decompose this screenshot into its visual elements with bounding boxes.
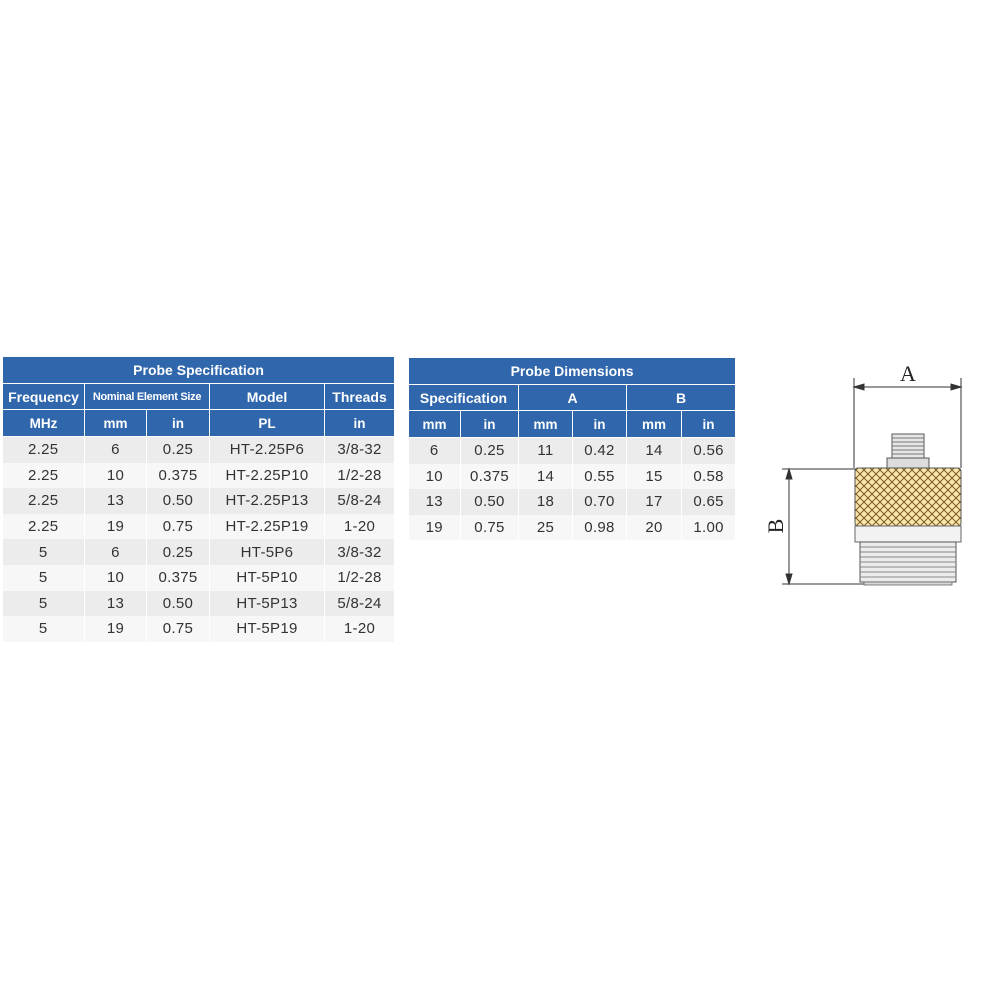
header-b: B [627,385,736,411]
table-row [409,515,736,541]
probe-dimension-drawing [760,350,980,600]
unit-in: in [147,410,210,437]
dims-table-body [409,438,736,541]
spec-table-title: Probe Specification [3,357,395,384]
header-frequency: Frequency [3,384,85,410]
spec-table-body [3,437,395,642]
table-cell: 1/2-28 [325,463,395,489]
table-cell: 0.375 [147,565,210,591]
table-cell: 20 [627,515,682,541]
table-cell: 1-20 [325,514,395,540]
table-cell: 18 [519,489,573,515]
probe-dimensions-table [408,357,736,540]
table-cell: 0.75 [147,616,210,642]
table-cell: 0.65 [682,489,736,515]
unit-spec-mm: mm [409,411,461,438]
table-cell: HT-2.25P6 [210,437,325,463]
table-row [3,437,395,463]
table-cell: 1-20 [325,616,395,642]
header-nominal-element-size: Nominal Element Size [85,384,210,410]
table-cell: 5/8-24 [325,591,395,617]
table-cell: 25 [519,515,573,541]
table-cell: HT-5P6 [210,539,325,565]
dimension-b-label: B [763,518,788,534]
probe-body [855,434,961,585]
table-cell: 5/8-24 [325,488,395,514]
table-cell: 1/2-28 [325,565,395,591]
table-cell: 2.25 [3,488,85,514]
table-cell: 14 [519,464,573,490]
table-cell: 10 [409,464,461,490]
header-a: A [519,385,627,411]
unit-threads-in: in [325,410,395,437]
table-cell: 15 [627,464,682,490]
table-row [3,514,395,540]
table-cell: 0.98 [573,515,627,541]
table-cell: 19 [85,514,147,540]
table-cell: 6 [85,437,147,463]
table-cell: 0.375 [147,463,210,489]
table-cell: 2.25 [3,463,85,489]
table-cell: 0.50 [461,489,519,515]
table-cell: 0.75 [147,514,210,540]
unit-mhz: MHz [3,410,85,437]
table-cell: 2.25 [3,437,85,463]
dimension-a-label: A [900,361,916,386]
table-cell: 6 [85,539,147,565]
table-cell: 5 [3,539,85,565]
table-row [409,489,736,515]
table-cell: 0.42 [573,438,627,464]
table-row [409,438,736,464]
table-cell: 0.58 [682,464,736,490]
table-cell: HT-5P13 [210,591,325,617]
table-row [3,565,395,591]
table-row [3,539,395,565]
header-threads: Threads [325,384,395,410]
table-cell: 11 [519,438,573,464]
probe-specification-table [2,356,395,642]
table-cell: 0.375 [461,464,519,490]
table-cell: HT-2.25P10 [210,463,325,489]
unit-a-in: in [573,411,627,438]
table-cell: 14 [627,438,682,464]
unit-mm: mm [85,410,147,437]
table-cell: 19 [409,515,461,541]
table-row [3,463,395,489]
table-cell: HT-2.25P19 [210,514,325,540]
table-cell: 17 [627,489,682,515]
unit-b-in: in [682,411,736,438]
table-cell: 5 [3,616,85,642]
table-cell: HT-5P10 [210,565,325,591]
table-cell: 0.50 [147,488,210,514]
unit-spec-in: in [461,411,519,438]
table-cell: 0.70 [573,489,627,515]
unit-b-mm: mm [627,411,682,438]
table-cell: 19 [85,616,147,642]
table-cell: 0.75 [461,515,519,541]
dims-table-title: Probe Dimensions [409,358,736,385]
table-row [409,464,736,490]
table-cell: 0.25 [461,438,519,464]
table-cell: 0.25 [147,437,210,463]
unit-a-mm: mm [519,411,573,438]
unit-pl: PL [210,410,325,437]
dimension-b [782,469,865,584]
header-model: Model [210,384,325,410]
table-cell: 0.56 [682,438,736,464]
table-cell: HT-2.25P13 [210,488,325,514]
table-cell: 0.50 [147,591,210,617]
header-specification: Specification [409,385,519,411]
table-cell: 3/8-32 [325,437,395,463]
table-cell: 5 [3,591,85,617]
table-cell: 0.55 [573,464,627,490]
table-cell: 13 [85,591,147,617]
table-cell: 0.25 [147,539,210,565]
table-cell: 10 [85,463,147,489]
table-row [3,616,395,642]
table-cell: 6 [409,438,461,464]
table-cell: 1.00 [682,515,736,541]
table-cell: 13 [409,489,461,515]
table-cell: 5 [3,565,85,591]
table-cell: 3/8-32 [325,539,395,565]
table-cell: HT-5P19 [210,616,325,642]
table-cell: 2.25 [3,514,85,540]
table-row [3,591,395,617]
table-cell: 13 [85,488,147,514]
table-cell: 10 [85,565,147,591]
table-row [3,488,395,514]
